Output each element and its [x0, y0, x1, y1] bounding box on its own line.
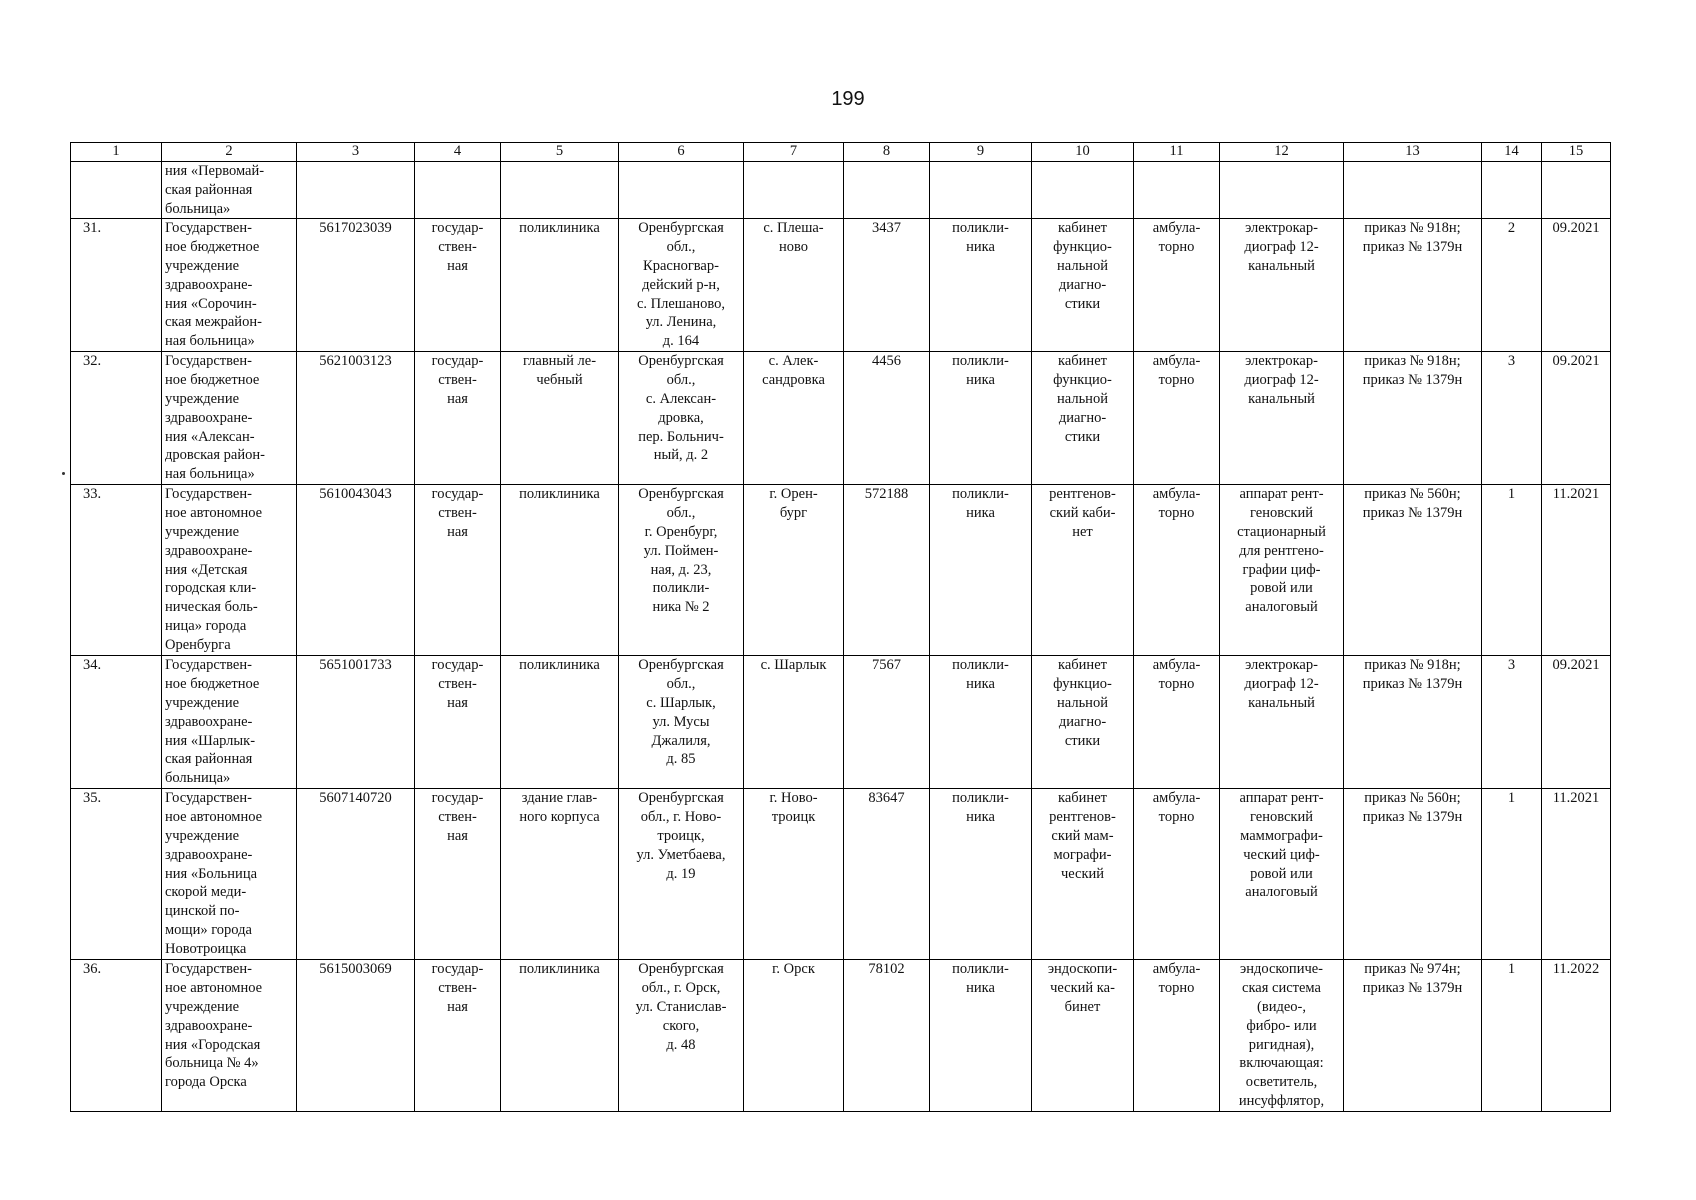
table-row [71, 960, 1611, 1111]
table-cell: 5610043043 [297, 485, 415, 656]
table-cell: поликли- ника [930, 219, 1032, 352]
table-cell: 11.2022 [1542, 960, 1611, 1111]
table-cell: амбула- торно [1134, 352, 1220, 485]
table-cell: эндоскопиче- ская система (видео-, фибро- или ригидная), включающая: осветитель, инсуффлятор, [1220, 960, 1344, 1111]
table-cell: кабинет функцио- нальной диагно- стики [1032, 656, 1134, 789]
column-number-2: 2 [162, 143, 297, 162]
table-cell [844, 162, 930, 219]
table-cell: кабинет рентгенов- ский мам- мографи- ческий [1032, 789, 1134, 960]
table-cell: поликли- ника [930, 656, 1032, 789]
table-cell: 83647 [844, 789, 930, 960]
table-cell: приказ № 918н; приказ № 1379н [1344, 352, 1482, 485]
table-cell: г. Орск [744, 960, 844, 1111]
table-cell: 5615003069 [297, 960, 415, 1111]
table-cell: государ- ствен- ная [415, 219, 501, 352]
table-cell: государ- ствен- ная [415, 960, 501, 1111]
table-cell: Государствен- ное автономное учреждение здравоохране- ния «Больница скорой меди- цинской по- мощи» города Новотроицка [162, 789, 297, 960]
table-cell: 31. [71, 219, 162, 352]
table-cell: Государствен- ное автономное учреждение здравоохране- ния «Городская больница № 4» города Орска [162, 960, 297, 1111]
table-cell: с. Плеша- ново [744, 219, 844, 352]
table-cell: амбула- торно [1134, 656, 1220, 789]
table-cell: 5617023039 [297, 219, 415, 352]
table-cell: 36. [71, 960, 162, 1111]
column-number-5: 5 [501, 143, 619, 162]
table-cell: государ- ствен- ная [415, 352, 501, 485]
table-cell: 09.2021 [1542, 219, 1611, 352]
column-number-10: 10 [1032, 143, 1134, 162]
table-cell: государ- ствен- ная [415, 656, 501, 789]
table-cell [1220, 162, 1344, 219]
table-cell: государ- ствен- ная [415, 789, 501, 960]
table-cell [297, 162, 415, 219]
table-cell: поликлиника [501, 656, 619, 789]
column-number-9: 9 [930, 143, 1032, 162]
column-number-row [71, 143, 1611, 162]
table-cell: Оренбургская обл., Красногвар- дейский р-н, с. Плешаново, ул. Ленина, д. 164 [619, 219, 744, 352]
table-cell: с. Алек- сандровка [744, 352, 844, 485]
table-cell: приказ № 918н; приказ № 1379н [1344, 656, 1482, 789]
table-cell: 3 [1482, 352, 1542, 485]
table-cell: амбула- торно [1134, 219, 1220, 352]
table-cell [619, 162, 744, 219]
table-cell: 5621003123 [297, 352, 415, 485]
table-cell: 35. [71, 789, 162, 960]
table-cell: кабинет функцио- нальной диагно- стики [1032, 352, 1134, 485]
column-number-13: 13 [1344, 143, 1482, 162]
table-cell: 5651001733 [297, 656, 415, 789]
table-row [71, 485, 1611, 656]
table-cell: поликлиника [501, 485, 619, 656]
table-cell: поликлиника [501, 219, 619, 352]
table-row [71, 162, 1611, 219]
table-cell: 32. [71, 352, 162, 485]
table-cell: 1 [1482, 485, 1542, 656]
column-number-15: 15 [1542, 143, 1611, 162]
table-row [71, 352, 1611, 485]
column-number-1: 1 [71, 143, 162, 162]
table-cell: рентгенов- ский каби- нет [1032, 485, 1134, 656]
column-number-8: 8 [844, 143, 930, 162]
table-cell: поликли- ника [930, 485, 1032, 656]
table-cell: Оренбургская обл., с. Алексан- дровка, пер. Больнич- ный, д. 2 [619, 352, 744, 485]
table-cell: с. Шарлык [744, 656, 844, 789]
table-cell: приказ № 560н; приказ № 1379н [1344, 485, 1482, 656]
table-cell: 1 [1482, 960, 1542, 1111]
table-cell: 7567 [844, 656, 930, 789]
table-cell: амбула- торно [1134, 789, 1220, 960]
table-cell: аппарат рент- геновский маммографи- ческий циф- ровой или аналоговый [1220, 789, 1344, 960]
column-number-6: 6 [619, 143, 744, 162]
table-cell: поликлиника [501, 960, 619, 1111]
table-cell: поликли- ника [930, 960, 1032, 1111]
table-cell [1482, 162, 1542, 219]
table-cell: поликли- ника [930, 352, 1032, 485]
table-cell: 09.2021 [1542, 352, 1611, 485]
stray-mark [62, 472, 65, 475]
table-cell: Государствен- ное бюджетное учреждение здравоохране- ния «Шарлык- ская районная больница» [162, 656, 297, 789]
table-cell: приказ № 974н; приказ № 1379н [1344, 960, 1482, 1111]
table-cell [1542, 162, 1611, 219]
table-cell [1344, 162, 1482, 219]
column-number-11: 11 [1134, 143, 1220, 162]
column-number-14: 14 [1482, 143, 1542, 162]
table-cell: кабинет функцио- нальной диагно- стики [1032, 219, 1134, 352]
table-cell: ния «Первомай- ская районная больница» [162, 162, 297, 219]
table-cell [930, 162, 1032, 219]
table-cell: приказ № 560н; приказ № 1379н [1344, 789, 1482, 960]
table-cell: 78102 [844, 960, 930, 1111]
table-cell: аппарат рент- геновский стационарный для рентгено- графии циф- ровой или аналоговый [1220, 485, 1344, 656]
table-cell: Оренбургская обл., с. Шарлык, ул. Мусы Джалиля, д. 85 [619, 656, 744, 789]
table-cell: 3437 [844, 219, 930, 352]
table-cell: поликли- ника [930, 789, 1032, 960]
table-cell: 1 [1482, 789, 1542, 960]
table-cell: главный ле- чебный [501, 352, 619, 485]
table-cell: электрокар- диограф 12- канальный [1220, 352, 1344, 485]
table-cell: г. Орен- бург [744, 485, 844, 656]
table-cell [71, 162, 162, 219]
table-cell: 11.2021 [1542, 485, 1611, 656]
table-row [71, 789, 1611, 960]
table-cell: 09.2021 [1542, 656, 1611, 789]
registry-table [70, 142, 1611, 1112]
table-cell: 4456 [844, 352, 930, 485]
table-cell: эндоскопи- ческий ка- бинет [1032, 960, 1134, 1111]
table-cell: Оренбургская обл., г. Оренбург, ул. Поймен- ная, д. 23, поликли- ника № 2 [619, 485, 744, 656]
table-cell: 5607140720 [297, 789, 415, 960]
page-number: 199 [831, 88, 865, 110]
table-cell: 11.2021 [1542, 789, 1611, 960]
table-cell [501, 162, 619, 219]
column-number-7: 7 [744, 143, 844, 162]
table-cell [415, 162, 501, 219]
table-cell: амбула- торно [1134, 960, 1220, 1111]
table-cell: электрокар- диограф 12- канальный [1220, 219, 1344, 352]
table-cell: Государствен- ное бюджетное учреждение здравоохране- ния «Алексан- дровская район- ная больница» [162, 352, 297, 485]
table-cell: 3 [1482, 656, 1542, 789]
table-cell: 33. [71, 485, 162, 656]
table-cell: электрокар- диограф 12- канальный [1220, 656, 1344, 789]
table-cell: Оренбургская обл., г. Ново- троицк, ул. Уметбаева, д. 19 [619, 789, 744, 960]
table-cell: государ- ствен- ная [415, 485, 501, 656]
table-row [71, 656, 1611, 789]
table-cell: г. Ново- троицк [744, 789, 844, 960]
table-cell [1134, 162, 1220, 219]
table-cell [744, 162, 844, 219]
column-number-3: 3 [297, 143, 415, 162]
table-cell: Оренбургская обл., г. Орск, ул. Станислав- ского, д. 48 [619, 960, 744, 1111]
column-number-12: 12 [1220, 143, 1344, 162]
table-cell: Государствен- ное автономное учреждение здравоохране- ния «Детская городская кли- ническая боль- ница» города Оренбурга [162, 485, 297, 656]
table-cell: амбула- торно [1134, 485, 1220, 656]
table-cell: 34. [71, 656, 162, 789]
table-cell: Государствен- ное бюджетное учреждение здравоохране- ния «Сорочин- ская межрайон- ная больница» [162, 219, 297, 352]
column-number-4: 4 [415, 143, 501, 162]
table-cell [1032, 162, 1134, 219]
table-cell: приказ № 918н; приказ № 1379н [1344, 219, 1482, 352]
table-cell: 2 [1482, 219, 1542, 352]
table-cell: 572188 [844, 485, 930, 656]
table-cell: здание глав- ного корпуса [501, 789, 619, 960]
table-row [71, 219, 1611, 352]
